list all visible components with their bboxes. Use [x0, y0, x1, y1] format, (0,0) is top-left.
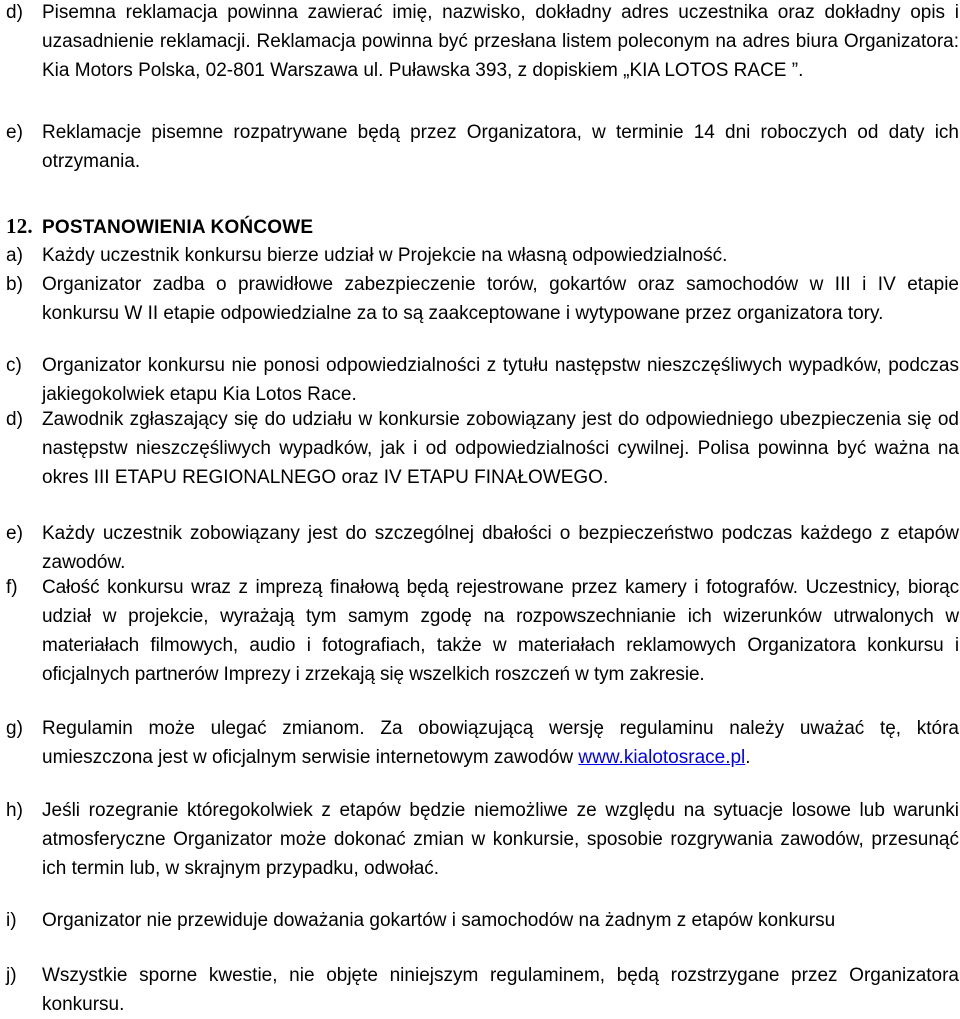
list-item-letter: g) — [6, 718, 23, 739]
list-item-letter: j) — [6, 965, 17, 986]
list-item-j — [6, 961, 959, 1019]
list-item-text: Całość konkursu wraz z imprezą finałową będą rejestrowane przez kamery i fotografów. Uczestnicy, biorąc udział w projekcie, wyrażają tym samym zgodę na rozpowszechnianie ich wizerunków utrwalonych w materiałach filmowych, audio i fotografiach, także w materiałach reklamowych Organizatora konkursu i oficjalnych partnerów Imprezy i zrzekają się wszelkich roszczeń w tym zakresie. — [42, 577, 959, 685]
list-item-text: Każdy uczestnik konkursu bierze udział w Projekcie na własną odpowiedzialność. — [42, 245, 728, 266]
list-item-h — [6, 796, 959, 883]
section-heading — [6, 210, 313, 244]
list-item-e — [6, 519, 959, 577]
list-item-text: Jeśli rozegranie któregokolwiek z etapów będzie niemożliwe ze względu na sytuacje losowe lub warunki atmosferyczne Organizator może dokonać zmian w konkursie, sposobie rozgrywania zawodów, przesunąć ich termin lub, w skrajnym przypadku, odwołać. — [42, 800, 959, 879]
link-trailing-punctuation: . — [745, 747, 751, 768]
list-item-d-complaint-form — [6, 0, 959, 85]
list-item-text — [42, 714, 959, 772]
list-item-letter: h) — [6, 800, 23, 821]
list-item-b — [6, 270, 959, 328]
list-item-a — [6, 241, 959, 270]
section-title: POSTANOWIENIA KOŃCOWE — [42, 217, 314, 238]
list-item-letter: b) — [6, 274, 23, 295]
list-item-text: Organizator konkursu nie ponosi odpowiedzialności z tytułu następstw nieszczęśliwych wypadków, podczas jakiegokolwiek etapu Kia Lotos Race. — [42, 355, 959, 405]
list-item-c — [6, 351, 959, 409]
list-item-letter: d) — [6, 409, 23, 430]
list-item-text: Zawodnik zgłaszający się do udziału w konkursie zobowiązany jest do odpowiedniego ubezpieczenia się od następstw nieszczęśliwych wypadków, jak i od odpowiedzialności cywilnej. Polisa powinna być ważna na okres III ETAPU REGIONALNEGO oraz IV ETAPU FINAŁOWEGO. — [42, 409, 959, 488]
list-item-letter: d) — [6, 2, 23, 23]
list-item-letter: f) — [6, 577, 18, 598]
section-number: 12. — [6, 214, 33, 238]
list-item-letter: e) — [6, 523, 23, 544]
list-item-letter: a) — [6, 245, 23, 266]
website-link[interactable]: www.kialotosrace.pl — [578, 747, 746, 768]
list-item-text: Reklamacje pisemne rozpatrywane będą przez Organizatora, w terminie 14 dni roboczych od daty ich otrzymania. — [42, 122, 959, 172]
list-item-text: Organizator zadba o prawidłowe zabezpieczenie torów, gokartów oraz samochodów w III i IV etapie konkursu W II etapie odpowiedzialne za to są zaakceptowane i wytypowane przez organizatora tory. — [42, 274, 959, 324]
list-item-e-complaint-review — [6, 118, 959, 176]
list-item-text: Organizator nie przewiduje doważania gokartów i samochodów na żadnym z etapów konkursu — [42, 910, 836, 931]
list-item-body: Regulamin może ulegać zmianom. Za obowiązującą wersję regulaminu należy uważać tę, która umieszczona jest w oficjalnym serwisie internetowym zawodów — [42, 718, 959, 768]
list-item-i — [6, 906, 959, 935]
list-item-f — [6, 573, 959, 689]
list-item-text: Wszystkie sporne kwestie, nie objęte niniejszym regulaminem, będą rozstrzygane przez Organizatora konkursu. — [42, 965, 959, 1015]
list-item-letter: e) — [6, 122, 23, 143]
list-item-letter: c) — [6, 355, 22, 376]
list-item-text: Pisemna reklamacja powinna zawierać imię, nazwisko, dokładny adres uczestnika oraz dokładny opis i uzasadnienie reklamacji. Reklamacja powinna być przesłana listem poleconym na adres biura Organizatora: Kia Motors Polska, 02-801 Warszawa ul. Puławska 393, z dopiskiem „KIA LOTOS RACE ”. — [42, 2, 959, 81]
list-item-d — [6, 405, 959, 492]
list-item-text: Każdy uczestnik zobowiązany jest do szczególnej dbałości o bezpieczeństwo podczas każdego z etapów zawodów. — [42, 523, 959, 573]
list-item-g — [6, 714, 959, 772]
list-item-letter: i) — [6, 910, 17, 931]
